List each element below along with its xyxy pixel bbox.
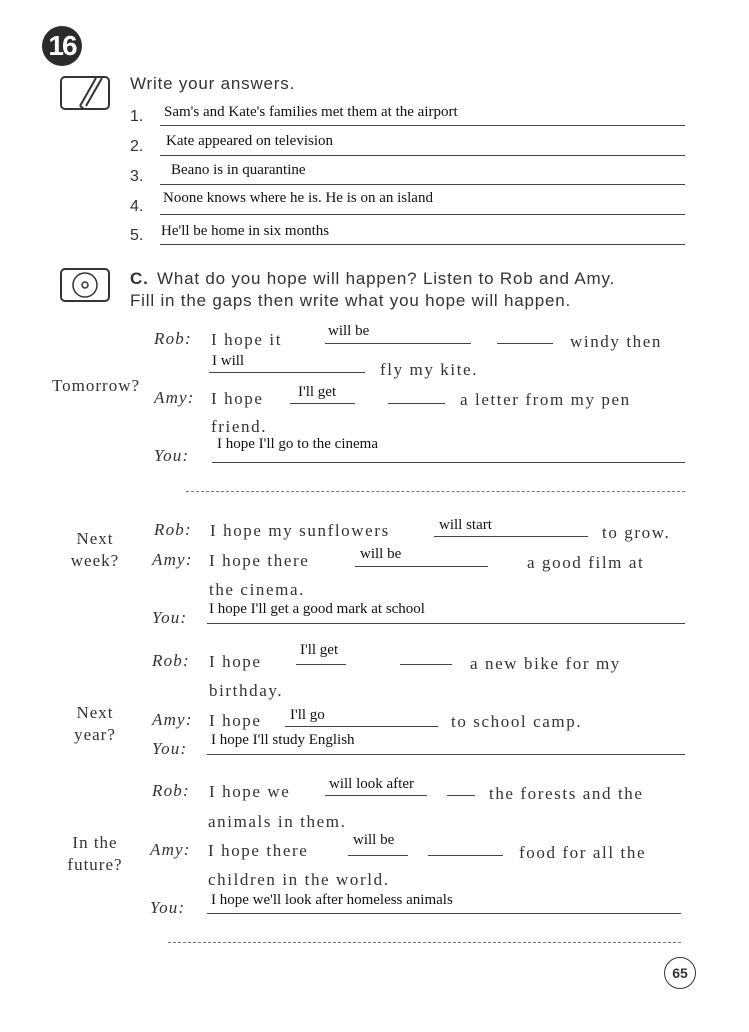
- answer-number: 4.: [130, 198, 144, 215]
- answer-line: [207, 623, 685, 624]
- write-icon: [60, 76, 110, 110]
- sentence-text: to school camp.: [451, 712, 583, 731]
- sentence-text: a new bike for my: [470, 654, 621, 673]
- sentence-text: windy then: [570, 332, 663, 351]
- answer-text: Kate appeared on television: [166, 133, 334, 149]
- answer-number: 2.: [130, 138, 144, 155]
- time-label: [60, 528, 130, 572]
- answer-line: [186, 491, 685, 492]
- gap-line: [325, 795, 427, 796]
- gap-line: [428, 855, 503, 856]
- filled-answer: will be: [360, 546, 402, 562]
- cd-icon: [60, 268, 110, 302]
- sentence-text: fly my kite.: [380, 360, 479, 379]
- sentence-text: friend.: [211, 417, 268, 436]
- filled-answer: I'll go: [290, 707, 325, 723]
- sentence-text: I hope my sunflowers: [210, 521, 390, 540]
- filled-answer: will look after: [329, 776, 414, 792]
- your-answer: I hope I'll study English: [211, 732, 355, 748]
- speaker-rob: Rob:: [154, 329, 192, 348]
- sentence-text: the cinema.: [209, 580, 305, 599]
- time-label: [56, 832, 134, 876]
- gap-line: [296, 664, 346, 665]
- answer-text: Noone knows where he is. He is on an island: [163, 190, 433, 206]
- your-answer: I hope we'll look after homeless animals: [211, 892, 453, 908]
- sentence-text: I hope there: [208, 841, 309, 860]
- gap-line: [285, 726, 438, 727]
- unit-badge: 16: [42, 26, 82, 66]
- speaker-amy: Amy:: [154, 388, 195, 407]
- time-label-line: year?: [74, 725, 116, 744]
- gap-line: [388, 403, 445, 404]
- sentence-text: birthday.: [209, 681, 284, 700]
- sentence-text: food for all the: [519, 843, 647, 862]
- section-c-instruction: What do you hope will happen? Listen to Rob and Amy.: [157, 269, 616, 288]
- answer-number: 3.: [130, 168, 144, 185]
- speaker-you: You:: [154, 446, 190, 465]
- gap-line: [355, 566, 488, 567]
- speaker-amy: Amy:: [152, 710, 193, 729]
- filled-answer: I'll get: [298, 384, 337, 400]
- time-label-line: Next: [76, 529, 114, 548]
- time-label: Tomorrow?: [51, 376, 141, 395]
- speaker-amy: Amy:: [152, 550, 193, 569]
- time-label-line: In the: [72, 833, 118, 852]
- answer-text: Sam's and Kate's families met them at the airport: [164, 104, 458, 120]
- answer-line: [160, 184, 685, 185]
- speaker-you: You:: [150, 898, 186, 917]
- answer-text: Beano is in quarantine: [171, 162, 306, 178]
- answer-line: [160, 125, 685, 126]
- section-c-letter: C.: [130, 269, 149, 288]
- answer-number: 1.: [130, 108, 144, 125]
- gap-line: [447, 795, 475, 796]
- gap-line: [348, 855, 408, 856]
- filled-answer: will start: [439, 517, 492, 533]
- speaker-rob: Rob:: [152, 651, 190, 670]
- sentence-text: I hope it: [211, 330, 283, 349]
- sentence-text: I hope there: [209, 551, 310, 570]
- your-answer: I hope I'll get a good mark at school: [209, 601, 425, 617]
- sentence-text: a good film at: [527, 553, 645, 572]
- sentence-text: I hope we: [209, 782, 291, 801]
- time-label-line: Next: [76, 703, 114, 722]
- answer-line: [160, 244, 685, 245]
- speaker-you: You:: [152, 739, 188, 758]
- section-c-instruction: Fill in the gaps then write what you hope will happen.: [130, 291, 572, 310]
- filled-answer: I will: [212, 353, 245, 369]
- sentence-text: animals in them.: [208, 812, 347, 831]
- answer-line: [168, 942, 681, 943]
- speaker-rob: Rob:: [152, 781, 190, 800]
- answer-line: [160, 214, 685, 215]
- answer-line: [212, 462, 685, 463]
- page-number: 65: [664, 957, 696, 989]
- answer-line: [207, 913, 681, 914]
- gap-line: [497, 343, 553, 344]
- speaker-rob: Rob:: [154, 520, 192, 539]
- time-label-line: future?: [67, 855, 123, 874]
- answer-text: He'll be home in six months: [161, 223, 330, 239]
- sentence-text: a letter from my pen: [460, 390, 631, 409]
- answer-number: 5.: [130, 227, 144, 244]
- time-label: [60, 702, 130, 746]
- sentence-text: children in the world.: [208, 870, 390, 889]
- filled-answer: will be: [353, 832, 395, 848]
- gap-line: [290, 403, 355, 404]
- gap-line: [400, 664, 452, 665]
- sentence-text: I hope: [209, 711, 262, 730]
- sentence-text: the forests and the: [489, 784, 644, 803]
- instruction-heading: Write your answers.: [130, 74, 296, 93]
- filled-answer: I'll get: [300, 642, 339, 658]
- sentence-text: I hope: [211, 389, 264, 408]
- filled-answer: will be: [328, 323, 370, 339]
- answer-line: [160, 155, 685, 156]
- speaker-you: You:: [152, 608, 188, 627]
- speaker-amy: Amy:: [150, 840, 191, 859]
- sentence-text: to grow.: [602, 523, 671, 542]
- gap-line: [434, 536, 588, 537]
- time-label-line: week?: [70, 551, 120, 570]
- gap-line: [325, 343, 471, 344]
- your-answer: I hope I'll go to the cinema: [217, 436, 378, 452]
- answer-line: [207, 754, 685, 755]
- gap-line: [209, 372, 365, 373]
- sentence-text: I hope: [209, 652, 262, 671]
